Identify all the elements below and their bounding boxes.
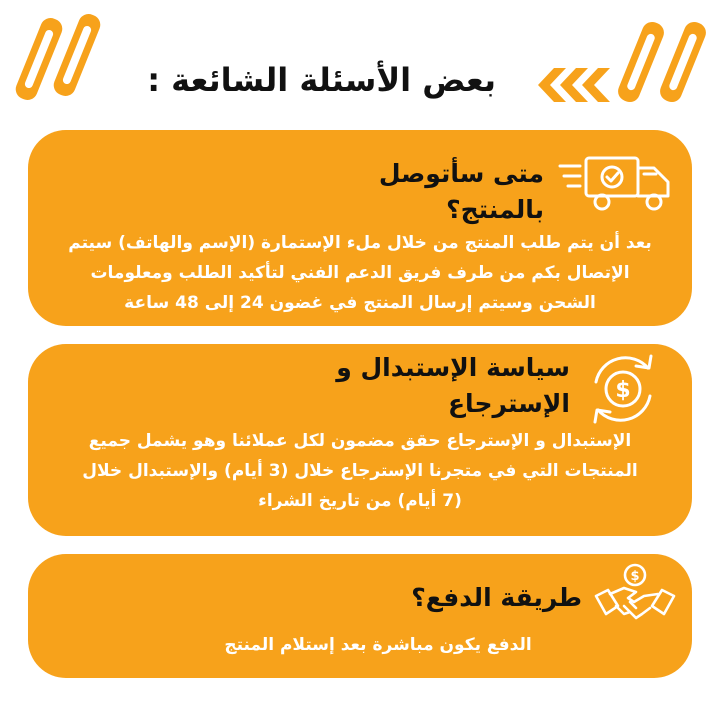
faq-answer-line: الشحن وسيتم إرسال المنتج في غضون 24 إلى 48 ساعة (124, 293, 596, 313)
faq-answer (138, 630, 618, 660)
faq-answer-line: الإتصال بكم من طرف فريق الدعم الفني لتأكيد الطلب ومعلومات (90, 263, 630, 283)
faq-card-delivery (28, 130, 692, 326)
faq-question (270, 350, 570, 422)
faq-card-returns (28, 344, 692, 536)
faq-question-line: متى سأتوصل (378, 159, 544, 188)
faq-question (362, 580, 582, 616)
faq-card-payment (28, 554, 692, 678)
chevrons-icon (530, 68, 614, 102)
faq-answer-line: الإستبدال و الإسترجاع حقق مضمون لكل عملائنا وهو يشمل جميع (88, 431, 632, 451)
dollar-exchange-icon (578, 348, 668, 430)
faq-question-line: طريقة الدفع؟ (411, 583, 582, 612)
delivery-truck-icon (558, 152, 674, 216)
page-title: بعض الأسئلة الشائعة : (147, 61, 496, 99)
faq-answer (58, 228, 662, 318)
faq-answer (58, 426, 662, 516)
faq-question (284, 156, 544, 228)
faq-question-line: بالمنتج؟ (446, 195, 544, 224)
faq-question-line: الإسترجاع (447, 389, 570, 418)
handshake-payment-icon (592, 562, 678, 630)
faq-question-line: سياسة الإستبدال و (336, 353, 570, 382)
faq-answer-line: الدفع يكون مباشرة بعد إستلام المنتج (224, 635, 532, 655)
faq-answer-line: بعد أن يتم طلب المنتج من خلال ملء الإستمارة (الإسم والهاتف) سيتم (68, 233, 652, 253)
header (0, 52, 719, 112)
svg-text:$: $ (630, 569, 640, 584)
svg-text:$: $ (615, 378, 631, 403)
faq-answer-line: المنتجات التي في متجرنا الإسترجاع خلال (3 أيام) والإستبدال خلال (82, 461, 638, 481)
faq-answer-line: (7 أيام) من تاريخ الشراء (258, 491, 462, 511)
